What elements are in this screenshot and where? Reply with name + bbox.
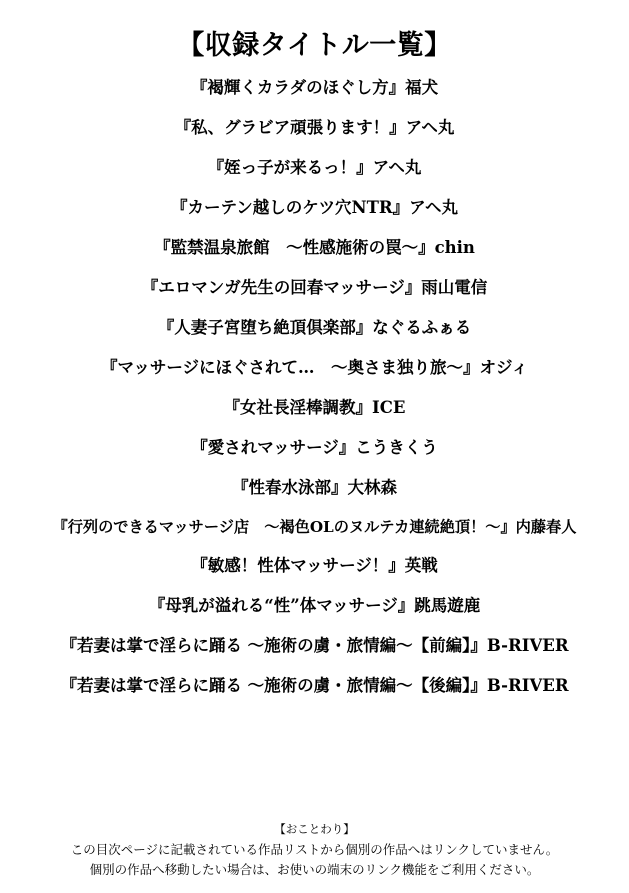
list-item: 『カーテン越しのケツ穴NTR』アヘ丸: [171, 197, 458, 217]
list-item: 『女社長淫棒調教』ICE: [223, 397, 406, 417]
list-item: 『監禁温泉旅館 ～性感施術の罠～』chin: [154, 237, 475, 257]
notice-heading: 【おことわり】: [274, 822, 355, 836]
list-item: 『若妻は掌で淫らに踊る ～施術の虜・旅情編～【前編】』B-RIVER: [60, 635, 569, 655]
list-item: 『エロマンガ先生の回春マッサージ』雨山電信: [141, 277, 488, 297]
page-title: 【収録タイトル一覧】: [177, 30, 452, 61]
list-item: 『行列のできるマッサージ店 ～褐色OLのヌルテカ連続絶頂！～』内藤春人: [52, 517, 577, 536]
list-item: 『愛されマッサージ』こうきくう: [191, 437, 438, 457]
list-item: 『性春水泳部』大林森: [232, 477, 397, 497]
notice-line-1: この目次ページに記載されている作品リストから個別の作品へはリンクしていません。: [70, 842, 559, 858]
notice-line-2: 個別の作品へ移動したい場合は、お使いの端末のリンク機能をご利用ください。: [89, 861, 540, 877]
list-item: 『敏感！性体マッサージ！』英戦: [191, 556, 438, 576]
list-item: 『マッサージにほぐされて… ～奥さま独り旅～』オジィ: [100, 357, 529, 377]
list-item: 『姪っ子が来るっ！』アヘ丸: [207, 157, 422, 177]
list-item: 『若妻は掌で淫らに踊る ～施術の虜・旅情編～【後編】』B-RIVER: [60, 675, 569, 695]
list-item: 『人妻子宮堕ち絶頂倶楽部』なぐるふぁる: [157, 317, 472, 337]
list-item: 『私、グラビア頑張ります！』アヘ丸: [174, 117, 455, 137]
title-list: [10, 68, 619, 821]
list-item: 『褐輝くカラダのほぐし方』福犬: [190, 77, 439, 97]
notice-block: [10, 821, 619, 885]
list-item: 『母乳が溢れる“性”体マッサージ』跳馬遊鹿: [148, 595, 481, 615]
